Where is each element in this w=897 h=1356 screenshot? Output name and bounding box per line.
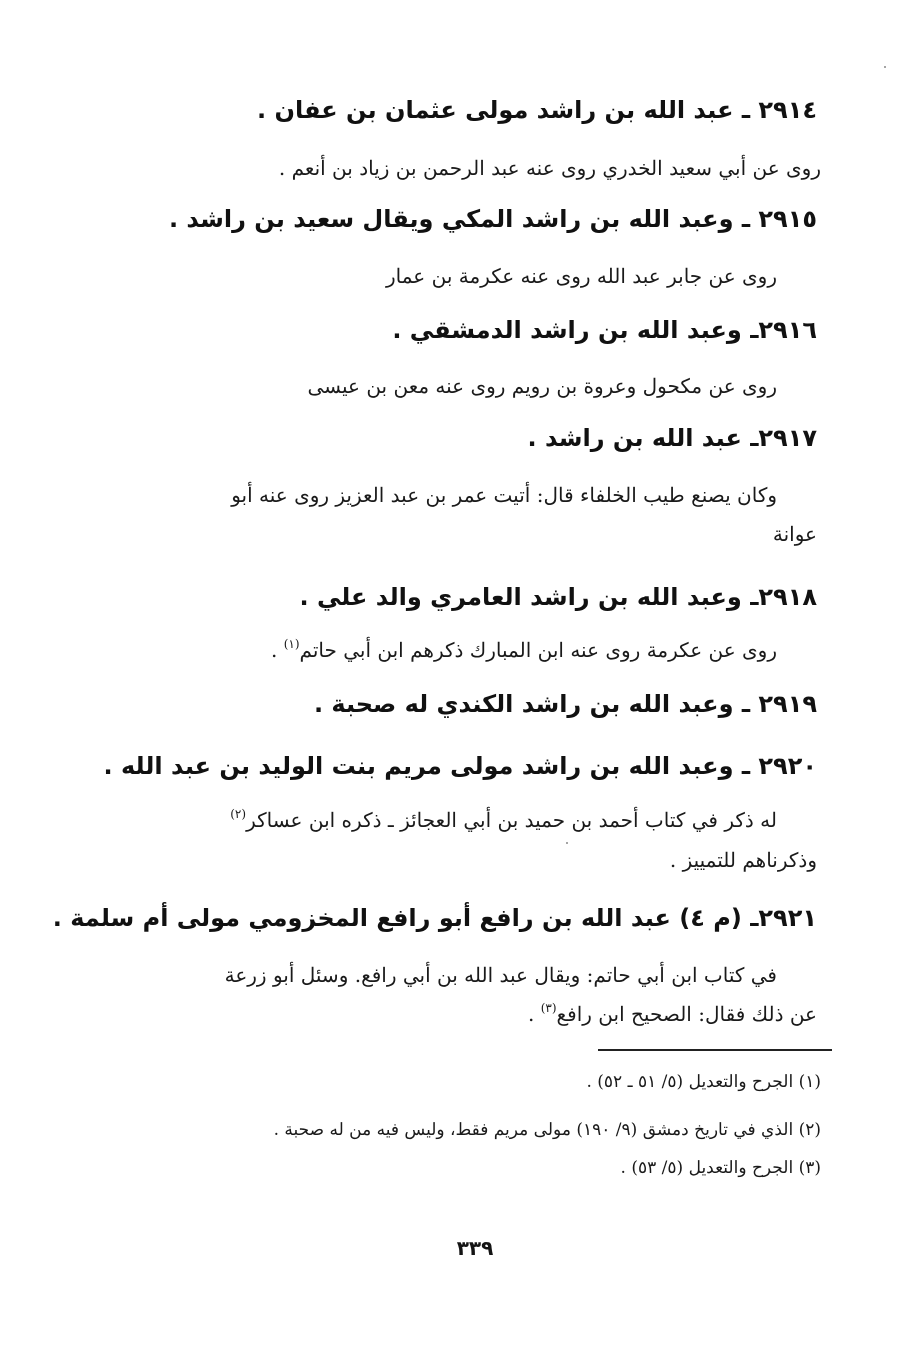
entry-text-end: . xyxy=(271,638,284,662)
footnote: (٢) الذي في تاريخ دمشق (٩/ ١٩٠) مولى مريم فقط، وليس فيه من له صحبة . xyxy=(273,1120,821,1140)
entry-text-main: عن ذلك فقال: الصحيح ابن رافع xyxy=(556,1002,817,1026)
entry-text xyxy=(271,638,777,662)
entry-heading: ٢٩١٥ ـ وعبد الله بن راشد المكي ويقال سعيد بن راشد . xyxy=(168,205,817,233)
entry-text xyxy=(528,1002,817,1026)
entry-heading: ٢٩٢٠ ـ وعبد الله بن راشد مولى مريم بنت الوليد بن عبد الله . xyxy=(103,752,817,780)
entry-text: روى عن أبي سعيد الخدري روى عنه عبد الرحمن بن زياد بن أنعم . xyxy=(278,156,821,180)
footnote: (١) الجرح والتعديل (٥/ ٥١ ـ ٥٢) . xyxy=(586,1072,821,1092)
footnote: (٣) الجرح والتعديل (٥/ ٥٣) . xyxy=(620,1158,821,1178)
footnote-marker: (١) xyxy=(283,637,300,651)
entry-text: في كتاب ابن أبي حاتم: ويقال عبد الله بن أبي رافع. وسئل أبو زرعة xyxy=(224,963,777,987)
entry-text-main: له ذكر في كتاب أحمد بن حميد بن أبي العجائز ـ ذكره ابن عساكر xyxy=(246,808,777,832)
entry-text xyxy=(230,808,777,832)
entry-text: روى عن مكحول وعروة بن رويم روى عنه معن بن عيسى xyxy=(307,374,777,398)
footnote-marker: (٣) xyxy=(540,1001,557,1015)
entry-text: وذكرناهم للتمييز . xyxy=(669,848,817,872)
entry-text-end: . xyxy=(527,1002,541,1026)
entry-text: عوانة xyxy=(772,522,817,546)
entry-heading: ٢٩١٩ ـ وعبد الله بن راشد الكندي له صحبة . xyxy=(313,690,817,718)
entry-heading: ٢٩١٨ـ وعبد الله بن راشد العامري والد علي . xyxy=(299,583,817,611)
entry-text: روى عن جابر عبد الله روى عنه عكرمة بن عمار xyxy=(385,264,777,288)
page-number: ٣٣٩ xyxy=(456,1236,494,1260)
entry-heading: ٢٩١٤ ـ عبد الله بن راشد مولى عثمان بن عفان . xyxy=(257,96,817,124)
scan-speck xyxy=(566,842,568,844)
entry-heading: ٢٩٢١ـ (م ٤) عبد الله بن رافع أبو رافع المخزومي مولى أم سلمة . xyxy=(52,904,817,932)
entry-heading: ٢٩١٦ـ وعبد الله بن راشد الدمشقي . xyxy=(392,316,817,344)
entry-text: وكان يصنع طيب الخلفاء قال: أتيت عمر بن عبد العزيز روى عنه أبو xyxy=(231,483,777,507)
footnote-separator xyxy=(598,1049,832,1051)
scan-speck xyxy=(884,66,886,68)
entry-text-main: روى عن عكرمة روى عنه ابن المبارك ذكرهم ابن أبي حاتم xyxy=(299,638,777,662)
footnote-marker: (٢) xyxy=(230,807,247,821)
entry-heading: ٢٩١٧ـ عبد الله بن راشد . xyxy=(527,424,817,452)
